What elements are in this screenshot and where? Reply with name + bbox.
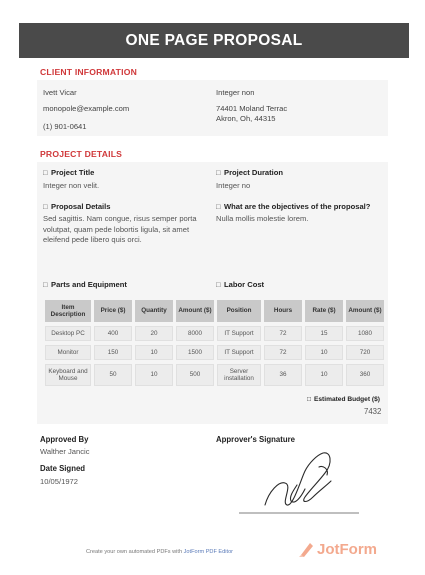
objectives-label: □ What are the objectives of the proposal?	[216, 202, 371, 211]
project-title-label: □ Project Title	[43, 168, 95, 177]
client-phone: (1) 901-0641	[43, 122, 87, 131]
table-cell: 50	[94, 364, 132, 386]
jotform-logo-text: JotForm	[317, 540, 377, 558]
approved-by-label: Approved By	[40, 435, 89, 444]
parts-label: □ Parts and Equipment	[43, 280, 127, 289]
table-cell: 8000	[176, 326, 214, 341]
table-row	[45, 345, 214, 360]
field-icon: □	[216, 168, 221, 177]
table-header: Item Description	[45, 300, 91, 322]
table-row	[217, 345, 384, 360]
estimated-budget-label: □ Estimated Budget ($)	[307, 396, 380, 403]
proposal-details-value: Sed sagittis. Nam congue, risus semper porta volutpat, quam pede lobortis ligula, sit amet eleifend pede libero quis orci.	[43, 214, 197, 244]
field-icon: □	[43, 202, 48, 211]
client-email: monopole@example.com	[43, 104, 130, 113]
labor-label: □ Labor Cost	[216, 280, 265, 289]
table-header: Amount ($)	[346, 300, 384, 322]
project-section-title: PROJECT DETAILS	[40, 149, 123, 159]
table-cell: 20	[135, 326, 173, 341]
parts-table	[42, 296, 217, 390]
table-header: Amount ($)	[176, 300, 214, 322]
table-header-row	[45, 300, 214, 322]
field-icon: □	[43, 280, 48, 289]
title-banner	[19, 23, 409, 58]
table-row	[45, 364, 214, 386]
table-cell: Monitor	[45, 345, 91, 360]
footer-link[interactable]: JotForm PDF Editor	[183, 549, 234, 555]
page-title: ONE PAGE PROPOSAL	[125, 31, 303, 49]
table-row	[217, 326, 384, 341]
footer-text: Create your own automated PDFs with JotForm PDF Editor	[86, 549, 234, 555]
field-icon: □	[307, 396, 311, 403]
jotform-pencil-icon	[298, 540, 314, 558]
client-name: Ivett Vicar	[43, 88, 77, 97]
table-cell: 72	[264, 326, 302, 341]
table-row	[217, 364, 384, 386]
table-header-row	[217, 300, 384, 322]
project-duration-label: □ Project Duration	[216, 168, 284, 177]
objectives-value: Nulla mollis molestie lorem.	[216, 214, 309, 223]
client-company: Integer non	[216, 88, 255, 97]
table-header: Position	[217, 300, 261, 322]
table-cell: 10	[135, 345, 173, 360]
project-duration-value: Integer no	[216, 181, 251, 190]
proposal-details-label: □ Proposal Details	[43, 202, 111, 211]
table-header: Price ($)	[94, 300, 132, 322]
table-cell: 150	[94, 345, 132, 360]
table-header: Quantity	[135, 300, 173, 322]
table-cell: 36	[264, 364, 302, 386]
table-cell: 1500	[176, 345, 214, 360]
table-row	[45, 326, 214, 341]
table-cell: 360	[346, 364, 384, 386]
field-icon: □	[43, 168, 48, 177]
field-icon: □	[216, 202, 221, 211]
table-cell: Keyboard and Mouse	[45, 364, 91, 386]
table-cell: 10	[135, 364, 173, 386]
client-address-line1: 74401 Moland Terrac	[216, 104, 288, 113]
table-cell: IT Support	[217, 345, 261, 360]
table-cell: IT Support	[217, 326, 261, 341]
table-cell: 10	[305, 345, 343, 360]
table-cell: Desktop PC	[45, 326, 91, 341]
client-section-title: CLIENT INFORMATION	[40, 67, 138, 77]
table-cell: 500	[176, 364, 214, 386]
date-signed-label: Date Signed	[40, 464, 86, 473]
date-signed-value: 10/05/1972	[40, 477, 79, 486]
table-cell: 72	[264, 345, 302, 360]
signature-label: Approver's Signature	[216, 435, 295, 444]
signature-image	[235, 445, 365, 517]
table-cell: Server installation	[217, 364, 261, 386]
labor-table	[214, 296, 387, 390]
table-cell: 10	[305, 364, 343, 386]
approved-by-value: Walther Jancic	[40, 447, 90, 456]
field-icon: □	[216, 280, 221, 289]
client-address-line2: Akron, Oh, 44315	[216, 114, 276, 123]
project-title-value: Integer non velit.	[43, 181, 100, 190]
table-cell: 400	[94, 326, 132, 341]
table-header: Hours	[264, 300, 302, 322]
jotform-logo[interactable]	[298, 540, 377, 558]
table-cell: 1080	[346, 326, 384, 341]
estimated-budget-value: 7432	[364, 407, 382, 416]
table-cell: 15	[305, 326, 343, 341]
table-header: Rate ($)	[305, 300, 343, 322]
table-cell: 720	[346, 345, 384, 360]
